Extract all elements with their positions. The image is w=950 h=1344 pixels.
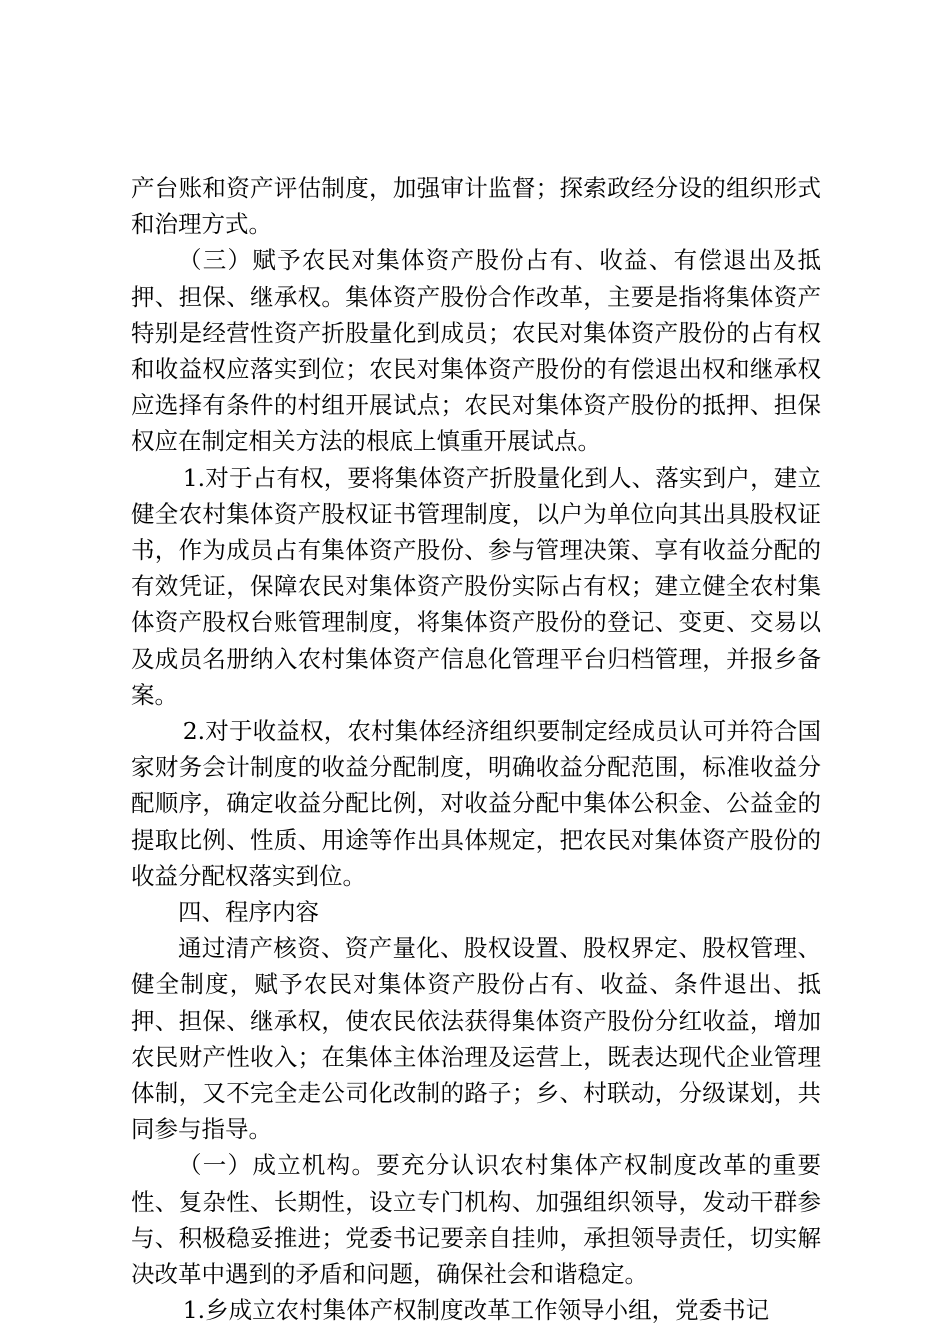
section-heading-procedure: 四、程序内容 [178, 898, 319, 927]
paragraph-continuation: 产台账和资产评估制度，加强审计监督；探索政经分设的组织形式和治理方式。 [131, 174, 821, 239]
paragraph-section-three: （三）赋予农民对集体资产股份占有、收益、有偿退出及抵押、担保、继承权。集体资产股份合作改革，主要是指将集体资产特别是经营性资产折股量化到成员；农民对集体资产股份的占有权和收益权应落实到位；农民对集体资产股份的有偿退出权和继承权应选择有条件的村组开展试点；农民对集体资产股份的抵押、担保权应在制定相关方法的根底上慎重开展试点。 [131, 246, 821, 456]
document-page [131, 170, 821, 1329]
paragraph-procedure-overview: 通过清产核资、资产量化、股权设置、股权界定、股权管理、健全制度，赋予农民对集体资产股份占有、收益、条件退出、抵押、担保、继承权，使农民依法获得集体资产股份分红收益，增加农民财产性收入；在集体主体治理及运营上，既表达现代企业管理体制，又不完全走公司化改制的路子；乡、村联动，分级谋划，共同参与指导。 [131, 934, 821, 1144]
paragraph-establish-organization: （一）成立机构。要充分认识农村集体产权制度改革的重要性、复杂性、长期性，设立专门机构、加强组织领导，发动干群参与、积极稳妥推进；党委书记要亲自挂帅，承担领导责任，切实解决改革中遇到的矛盾和问题，确保社会和谐稳定。 [131, 1151, 821, 1289]
paragraph-item-income-right: 2.对于收益权，农村集体经济组织要制定经成员认可并符合国家财务会计制度的收益分配制度，明确收益分配范围，标准收益分配顺序，确定收益分配比例，对收益分配中集体公积金、公益金的提取比例、性质、用途等作出具体规定，把农民对集体资产股份的收益分配权落实到位。 [131, 717, 821, 890]
paragraph-item-leading-group: 1.乡成立农村集体产权制度改革工作领导小组，党委书记 [182, 1296, 770, 1325]
paragraph-item-possession-right: 1.对于占有权，要将集体资产折股量化到人、落实到户，建立健全农村集体资产股权证书管理制度，以户为单位向其出具股权证书，作为成员占有集体资产股份、参与管理决策、享有收益分配的有效凭证，保障农民对集体资产股份实际占有权；建立健全农村集体资产股权台账管理制度，将集体资产股份的登记、变更、交易以及成员名册纳入农村集体资产信息化管理平台归档管理，并报乡备案。 [131, 463, 821, 709]
